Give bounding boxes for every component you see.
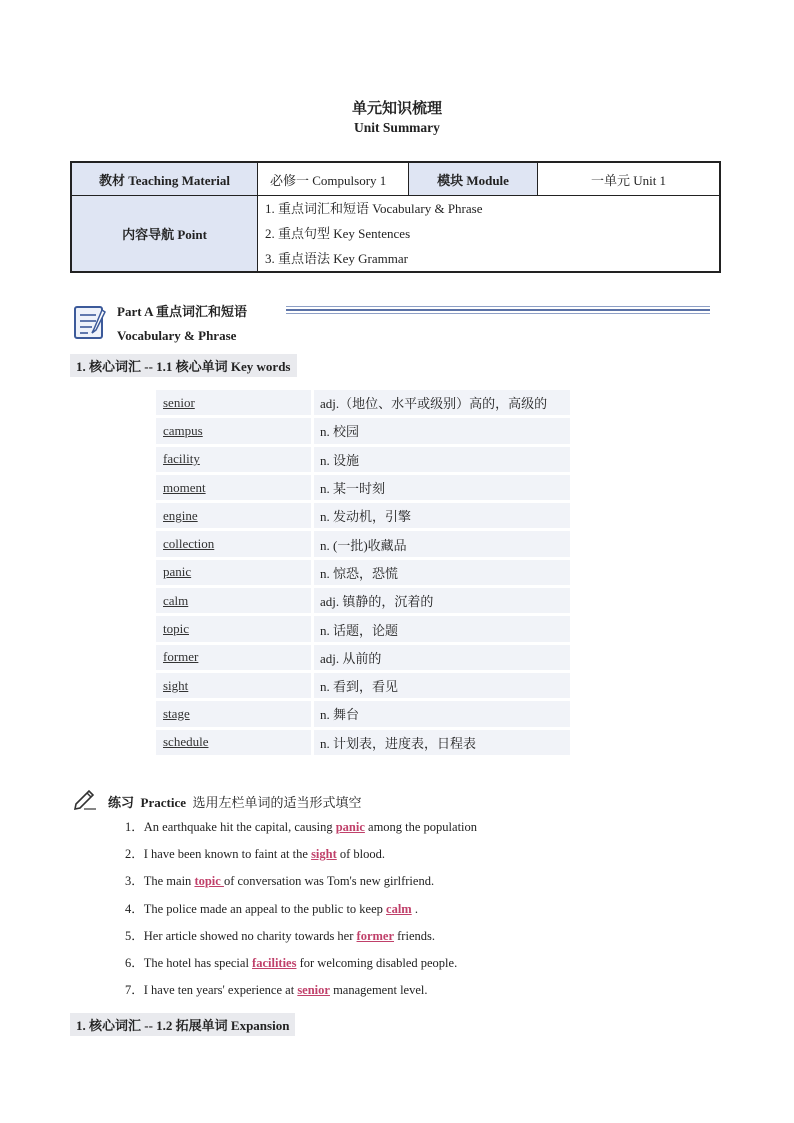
practice-answer: facilities [252,956,297,970]
point-item: 1. 重点词汇和短语 Vocabulary & Phrase [265,201,483,216]
part-a-divider [286,306,710,316]
page-title-en: Unit Summary [354,120,440,135]
practice-item [125,844,385,862]
vocab-word: facility [156,447,311,472]
practice-label-en: Practice [140,795,186,810]
vocab-meaning: adj. 从前的 [314,645,570,670]
vocab-row [156,645,570,670]
practice-text: 1．An earthquake hit the capital, causing [125,820,336,834]
practice-text: among the population [364,820,478,834]
practice-text: of blood. [336,847,386,862]
practice-heading [108,792,362,811]
practice-item [125,899,418,917]
vocab-meaning: adj. 镇静的，沉着的 [314,588,570,613]
vocab-word: senior [156,390,311,415]
practice-answer: panic [335,820,365,834]
vocab-word: campus [156,418,311,443]
vocab-meaning: n. 惊恐，恐慌 [314,560,570,585]
vocab-word: calm [156,588,311,613]
vocab-meaning: n. 计划表，进度表，日程表 [314,730,570,755]
practice-answer: topic [194,874,224,889]
practice-text: friends. [394,928,435,943]
practice-instruction: 选用左栏单词的适当形式填空 [192,795,362,810]
vocab-word: engine [156,503,311,528]
module-value: 一单元 Unit 1 [538,162,721,196]
vocab-word: moment [156,475,311,500]
vocab-row [156,503,570,528]
practice-item [125,871,434,889]
material-value: 必修一 Compulsory 1 [258,162,409,196]
vocab-table [156,387,570,758]
practice-text: of conversation was Tom's new girlfriend. [223,874,435,889]
vocab-word: schedule [156,730,311,755]
vocab-word: stage [156,701,311,726]
vocab-meaning: n. 校园 [314,418,570,443]
point-list [258,196,721,273]
vocab-row [156,531,570,556]
practice-text: 5．Her article showed no charity towards her [125,928,357,943]
vocab-row [156,560,570,585]
practice-answer: calm [386,901,412,916]
section-heading-key-words: 1. 核心词汇 -- 1.1 核心单词 Key words [70,354,297,377]
point-label: 内容导航 Point [71,196,258,273]
practice-text: 4．The police made an appeal to the public to keep [125,901,387,916]
vocab-word: collection [156,531,311,556]
practice-text: 7．I have ten years' experience at [125,983,298,998]
practice-text: 6．The hotel has special [125,956,253,970]
vocab-meaning: adj.（地位、水平或级别）高的，高级的 [314,390,570,415]
vocab-meaning: n. 看到，看见 [314,673,570,698]
vocab-meaning: n. (一批)收藏品 [314,531,570,556]
vocab-row [156,475,570,500]
section-heading-expansion: 1. 核心词汇 -- 1.2 拓展单词 Expansion [70,1013,295,1036]
vocab-word: sight [156,673,311,698]
info-table [70,161,721,273]
part-a-subtitle: Vocabulary & Phrase [117,328,237,343]
point-item: 2. 重点句型 Key Sentences [265,226,411,241]
vocab-word: former [156,645,311,670]
vocab-row [156,616,570,641]
vocab-row [156,447,570,472]
practice-item [125,926,435,944]
part-a-heading [117,300,247,348]
vocab-row [156,701,570,726]
notepad-icon [72,302,108,342]
practice-item [125,980,427,998]
vocab-meaning: n. 发动机，引擎 [314,503,570,528]
vocab-row [156,418,570,443]
vocab-word: panic [156,560,311,585]
vocab-row [156,390,570,415]
part-a-title: Part A 重点词汇和短语 [117,304,247,319]
vocab-meaning: n. 舞台 [314,701,570,726]
practice-answer: sight [311,847,337,862]
practice-item [125,953,457,971]
practice-item [125,817,477,835]
practice-text: 2．I have been known to faint at the [125,847,312,862]
page-title-cn: 单元知识梳理 [351,99,442,117]
material-label: 教材 Teaching Material [71,162,258,196]
practice-text: management level. [329,983,428,998]
practice-answer: senior [297,983,330,998]
practice-answer: former [356,928,395,943]
practice-text: 3．The main [125,874,195,889]
vocab-row [156,730,570,755]
pencil-icon [72,788,98,810]
vocab-meaning: n. 某一时刻 [314,475,570,500]
vocab-meaning: n. 话题，论题 [314,616,570,641]
vocab-row [156,588,570,613]
vocab-meaning: n. 设施 [314,447,570,472]
module-label: 模块 Module [409,162,538,196]
practice-text: for welcoming disabled people. [296,956,458,970]
practice-label-cn: 练习 [108,795,135,810]
vocab-word: topic [156,616,311,641]
practice-text: . [411,901,418,916]
vocab-row [156,673,570,698]
point-item: 3. 重点语法 Key Grammar [265,251,408,266]
